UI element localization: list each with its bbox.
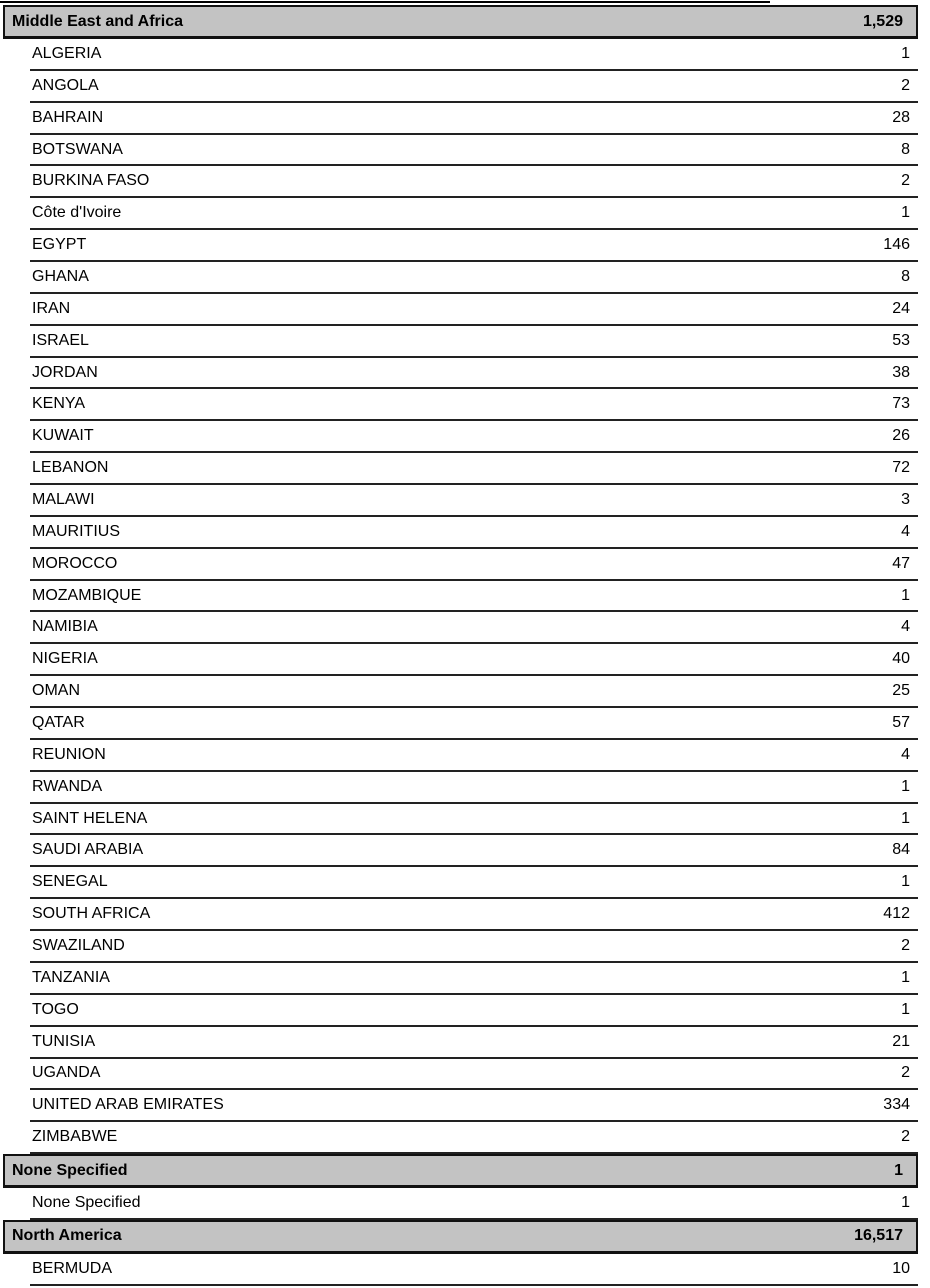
country-count: 73 bbox=[892, 395, 910, 413]
country-name: TOGO bbox=[32, 1000, 79, 1018]
country-name: SOUTH AFRICA bbox=[32, 905, 151, 923]
country-count: 1 bbox=[901, 1194, 910, 1211]
country-name: REUNION bbox=[32, 745, 106, 763]
country-count-table bbox=[3, 5, 918, 1286]
country-count: 2 bbox=[901, 936, 910, 954]
table-row bbox=[30, 389, 918, 421]
country-count: 146 bbox=[883, 236, 910, 254]
country-count: 2 bbox=[901, 172, 910, 190]
cutoff-line-top bbox=[0, 1, 770, 3]
country-count: 26 bbox=[892, 427, 910, 445]
country-name: MOZAMBIQUE bbox=[32, 586, 142, 604]
table-row bbox=[30, 517, 918, 549]
country-name: SWAZILAND bbox=[32, 936, 125, 954]
table-row bbox=[30, 931, 918, 963]
country-name: TUNISIA bbox=[32, 1032, 96, 1050]
country-name: LEBANON bbox=[32, 459, 109, 477]
country-count: 10 bbox=[892, 1259, 910, 1277]
country-name: MOROCCO bbox=[32, 554, 118, 572]
table-row bbox=[30, 835, 918, 867]
table-row bbox=[30, 772, 918, 804]
table-row bbox=[30, 135, 918, 167]
group-label: None Specified bbox=[12, 1161, 128, 1179]
country-name: SAINT HELENA bbox=[32, 809, 148, 827]
country-name: BOTSWANA bbox=[32, 140, 123, 158]
country-name: JORDAN bbox=[32, 363, 98, 381]
table-row bbox=[30, 1188, 918, 1220]
country-count: 1 bbox=[901, 968, 910, 986]
country-count: 4 bbox=[901, 745, 910, 763]
table-row bbox=[30, 1027, 918, 1059]
country-name: NAMIBIA bbox=[32, 618, 98, 636]
country-name: NIGERIA bbox=[32, 650, 98, 668]
country-count: 8 bbox=[901, 267, 910, 285]
country-name: OMAN bbox=[32, 682, 80, 700]
group-label: Middle East and Africa bbox=[12, 12, 183, 30]
country-count: 1 bbox=[901, 1000, 910, 1018]
table-row bbox=[30, 867, 918, 899]
country-name: ALGERIA bbox=[32, 44, 102, 62]
country-count: 57 bbox=[892, 713, 910, 731]
country-count: 47 bbox=[892, 554, 910, 572]
country-name: ANGOLA bbox=[32, 76, 99, 94]
country-name: BAHRAIN bbox=[32, 108, 104, 126]
country-name: QATAR bbox=[32, 713, 85, 731]
table-row bbox=[30, 421, 918, 453]
country-name: SENEGAL bbox=[32, 873, 108, 891]
table-row bbox=[30, 581, 918, 613]
table-row bbox=[30, 740, 918, 772]
table-row bbox=[30, 326, 918, 358]
country-name: IRAN bbox=[32, 299, 71, 317]
country-count: 24 bbox=[892, 299, 910, 317]
table-row bbox=[30, 644, 918, 676]
table-row bbox=[30, 230, 918, 262]
country-count: 1 bbox=[901, 873, 910, 891]
table-row bbox=[30, 612, 918, 644]
country-name: TANZANIA bbox=[32, 968, 110, 986]
country-count: 2 bbox=[901, 76, 910, 94]
country-count: 1 bbox=[901, 809, 910, 827]
table-row bbox=[30, 549, 918, 581]
country-count: 2 bbox=[901, 1064, 910, 1082]
table-row bbox=[30, 262, 918, 294]
table-row bbox=[30, 1090, 918, 1122]
table-row bbox=[30, 676, 918, 708]
country-name: MALAWI bbox=[32, 490, 95, 508]
table-row bbox=[30, 1059, 918, 1091]
table-row bbox=[30, 453, 918, 485]
country-name: None Specified bbox=[32, 1194, 141, 1211]
country-count: 28 bbox=[892, 108, 910, 126]
table-row bbox=[30, 963, 918, 995]
table-row bbox=[30, 71, 918, 103]
country-name: UNITED ARAB EMIRATES bbox=[32, 1096, 224, 1114]
country-name: SAUDI ARABIA bbox=[32, 841, 144, 859]
country-name: UGANDA bbox=[32, 1064, 101, 1082]
country-count: 1 bbox=[901, 586, 910, 604]
country-name: ISRAEL bbox=[32, 331, 89, 349]
country-name: KUWAIT bbox=[32, 427, 94, 445]
country-name: Côte d'Ivoire bbox=[32, 204, 122, 222]
country-count: 334 bbox=[883, 1096, 910, 1114]
table-row bbox=[30, 708, 918, 740]
table-row bbox=[30, 166, 918, 198]
group-header-row bbox=[3, 1154, 918, 1188]
country-count: 2 bbox=[901, 1128, 910, 1146]
country-count: 4 bbox=[901, 618, 910, 636]
country-name: EGYPT bbox=[32, 236, 87, 254]
table-row bbox=[30, 103, 918, 135]
country-name: BURKINA FASO bbox=[32, 172, 150, 190]
group-total: 1 bbox=[894, 1161, 903, 1179]
country-name: KENYA bbox=[32, 395, 86, 413]
table-row bbox=[30, 294, 918, 326]
country-count: 84 bbox=[892, 841, 910, 859]
table-row bbox=[30, 804, 918, 836]
table-row bbox=[30, 1254, 918, 1286]
country-count: 1 bbox=[901, 204, 910, 222]
country-count: 4 bbox=[901, 522, 910, 540]
country-count: 72 bbox=[892, 459, 910, 477]
country-name: MAURITIUS bbox=[32, 522, 120, 540]
country-name: GHANA bbox=[32, 267, 89, 285]
table-row bbox=[30, 1122, 918, 1154]
country-count: 3 bbox=[901, 490, 910, 508]
country-count: 1 bbox=[901, 777, 910, 795]
country-name: ZIMBABWE bbox=[32, 1128, 118, 1146]
country-count: 412 bbox=[883, 905, 910, 923]
country-count: 21 bbox=[892, 1032, 910, 1050]
group-total: 16,517 bbox=[854, 1227, 903, 1245]
country-count: 38 bbox=[892, 363, 910, 381]
table-row bbox=[30, 485, 918, 517]
group-total: 1,529 bbox=[862, 12, 903, 30]
country-name: BERMUDA bbox=[32, 1259, 113, 1277]
group-header-row bbox=[3, 1220, 918, 1254]
country-count: 1 bbox=[901, 44, 910, 62]
country-count: 8 bbox=[901, 140, 910, 158]
table-row bbox=[30, 39, 918, 71]
country-count: 25 bbox=[892, 682, 910, 700]
group-header-row bbox=[3, 5, 918, 39]
group-label: North America bbox=[12, 1227, 122, 1245]
country-count: 53 bbox=[892, 331, 910, 349]
table-row bbox=[30, 899, 918, 931]
table-row bbox=[30, 995, 918, 1027]
table-row bbox=[30, 358, 918, 390]
country-name: RWANDA bbox=[32, 777, 103, 795]
table-row bbox=[30, 198, 918, 230]
country-count: 40 bbox=[892, 650, 910, 668]
